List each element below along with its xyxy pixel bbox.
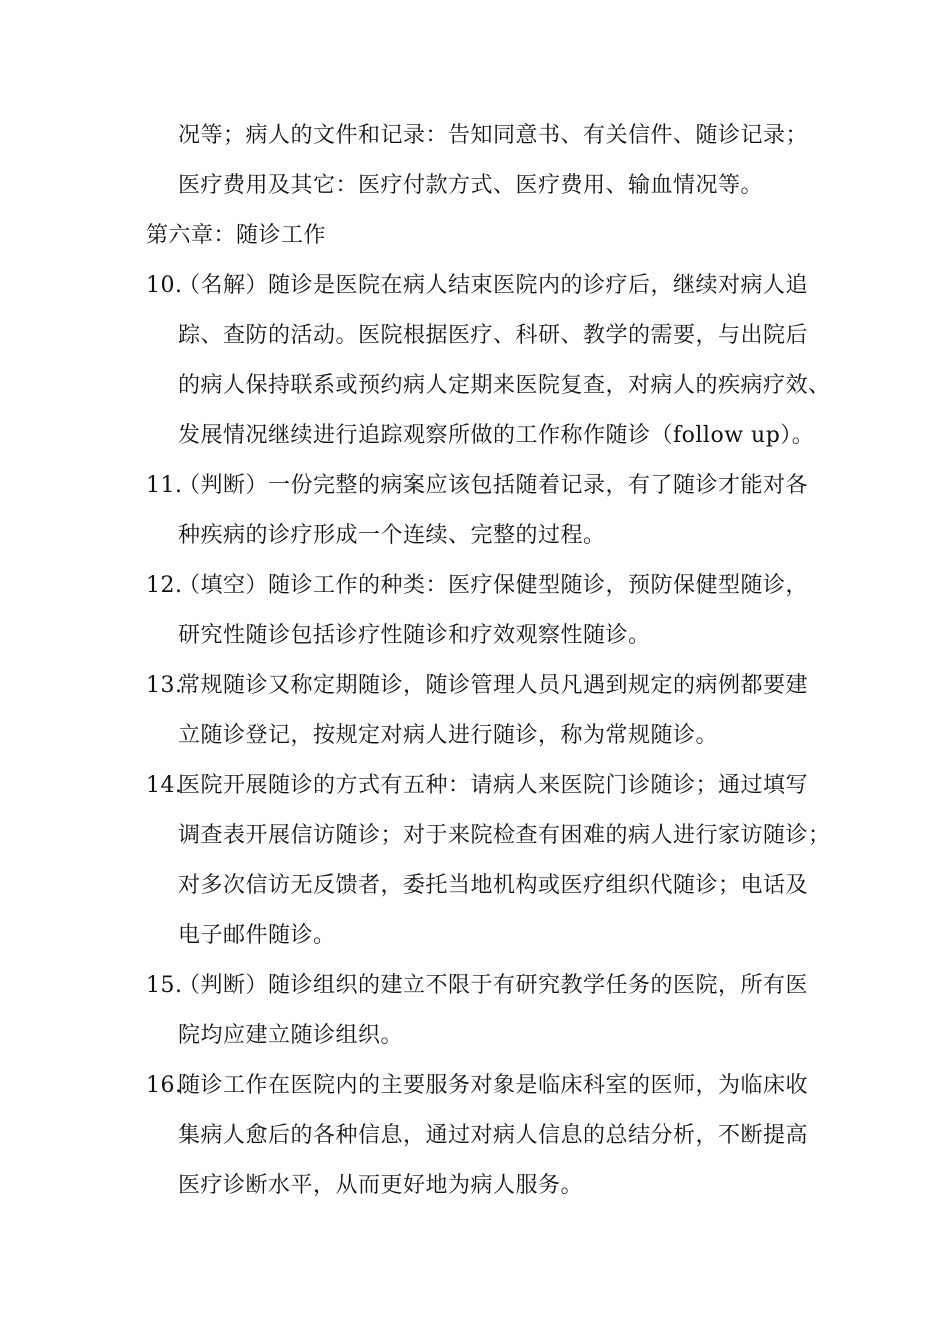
item-text: （填空）随诊工作的种类：医疗保健型随诊，预防保健型随诊， [178,573,809,598]
item-text: （名解）随诊是医院在病人结束医院内的诊疗后，继续对病人追 [178,273,809,298]
list-item-first-line [146,572,808,600]
item-text: 院均应建立随诊组织。 [178,1023,404,1048]
item-text: 医院开展随诊的方式有五种：请病人来医院门诊随诊；通过填写 [178,773,809,798]
item-text: 种疾病的诊疗形成一个连续、完整的过程。 [178,523,606,548]
item-number: 13. [146,673,183,698]
chapter-heading: 第六章：随诊工作 [146,223,327,248]
item-text: 随诊工作在医院内的主要服务对象是临床科室的医师，为临床收 [178,1073,809,1098]
continuation-line: 医疗费用及其它：医疗付款方式、医疗费用、输血情况等。 [178,173,764,198]
item-text: 电子邮件随诊。 [178,923,336,948]
list-item-first-line [146,672,808,700]
item-text: 立随诊登记，按规定对病人进行随诊，称为常规随诊。 [178,723,719,748]
item-text: 集病人愈后的各种信息，通过对病人信息的总结分析，不断提高 [178,1123,809,1148]
item-text: 的病人保持联系或预约病人定期来医院复查，对病人的疾病疗效、 [178,373,831,398]
list-item-first-line [146,272,808,300]
item-number: 11. [146,473,183,498]
item-text: 医疗诊断水平，从而更好地为病人服务。 [178,1173,584,1198]
list-item-first-line [146,1072,808,1100]
item-text: （判断）随诊组织的建立不限于有研究教学任务的医院，所有医 [178,973,809,998]
item-text: 踪、查防的活动。医院根据医疗、科研、教学的需要，与出院后 [178,323,809,348]
item-text: （判断）一份完整的病案应该包括随着记录，有了随诊才能对各 [178,473,809,498]
item-number: 12. [146,573,183,598]
item-number: 15. [146,973,183,998]
item-text: 常规随诊又称定期随诊，随诊管理人员凡遇到规定的病例都要建 [178,673,809,698]
list-item-first-line [146,772,808,800]
item-number: 14. [146,773,183,798]
continuation-line: 况等；病人的文件和记录：告知同意书、有关信件、随诊记录； [178,123,809,148]
item-number: 10. [146,273,183,298]
item-text: 发展情况继续进行追踪观察所做的工作称作随诊（follow up）。 [178,423,815,448]
item-text: 调查表开展信访随诊；对于来院检查有困难的病人进行家访随诊； [178,823,831,848]
item-text: 对多次信访无反馈者，委托当地机构或医疗组织代随诊；电话及 [178,873,809,898]
item-text: 研究性随诊包括诊疗性随诊和疗效观察性随诊。 [178,623,651,648]
item-number: 16. [146,1073,183,1098]
list-item-first-line [146,972,808,1000]
list-item-first-line [146,472,808,500]
